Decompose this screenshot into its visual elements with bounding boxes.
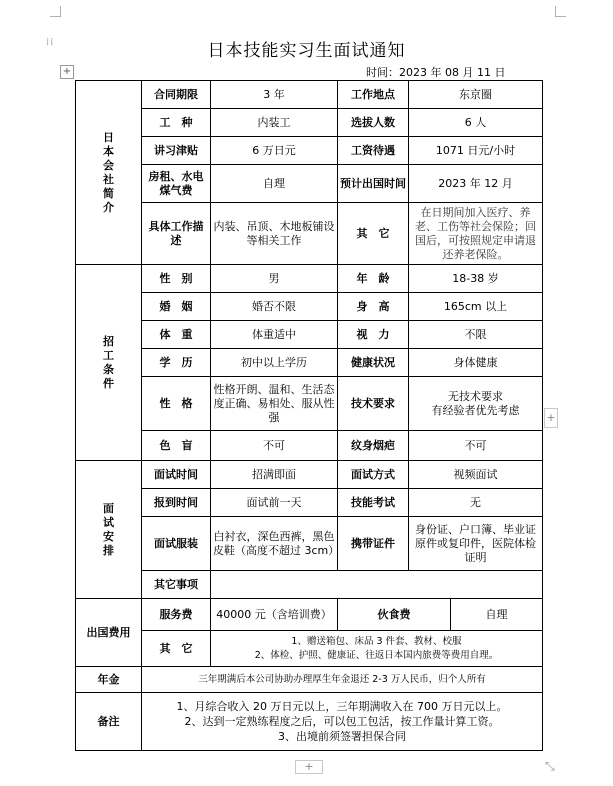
table-row [76, 517, 543, 571]
pension-text: 三年期满后本公司协助办理厚生年金退还 2-3 万人民币，归个人所有 [142, 667, 543, 693]
field-label: 服务费 [142, 599, 211, 631]
table-row [76, 377, 543, 431]
field-value: 体重适中 [211, 321, 338, 349]
notice-date: 时间：2023 年 08 月 11 日 [366, 66, 506, 79]
field-label: 工 种 [142, 109, 211, 137]
section-label-company: 日 本 会 社 简 介 [76, 81, 142, 265]
field-label: 性 格 [142, 377, 211, 431]
field-label: 伙食费 [338, 599, 451, 631]
remarks-text [142, 693, 543, 751]
field-value: 白衬衣，深色西裤，黑色皮鞋（高度不超过 3cm） [211, 517, 338, 571]
field-label: 纹身烟疤 [338, 431, 409, 461]
field-value: 165cm 以上 [409, 293, 543, 321]
add-column-button[interactable]: + [544, 408, 558, 428]
field-label: 色 盲 [142, 431, 211, 461]
remark-line: 2、达到一定熟练程度之后，可以包工包活，按工作量计算工资。 [184, 715, 500, 728]
table-row [76, 137, 543, 165]
field-value: 视频面试 [409, 461, 543, 489]
table-row [76, 81, 543, 109]
field-label: 婚 姻 [142, 293, 211, 321]
field-label: 选拔人数 [338, 109, 409, 137]
tech-requirement-line: 有经验者优先考虑 [431, 403, 520, 417]
crop-mark-top-left [50, 6, 61, 17]
field-label: 技能考试 [338, 489, 409, 517]
field-value: 不限 [409, 321, 543, 349]
section-label-fees: 出国费用 [76, 599, 142, 667]
field-label: 面试服装 [142, 517, 211, 571]
field-value: 无 [409, 489, 543, 517]
table-move-handle-icon[interactable]: + [60, 65, 74, 79]
field-value: 身份证、户口簿、毕业证原件或复印件，医院体检证明 [409, 517, 543, 571]
table-row [76, 461, 543, 489]
fee-note-line: 2、体检、护照、健康证、往返日本国内旅费等费用自理。 [254, 649, 499, 661]
field-label: 其 它 [338, 203, 409, 265]
field-value: 2023 年 12 月 [409, 165, 543, 203]
field-value: 东京圈 [409, 81, 543, 109]
field-value: 1071 日元/小时 [409, 137, 543, 165]
table-row [76, 321, 543, 349]
tech-requirement-line: 无技术要求 [448, 389, 503, 403]
field-value: 在日期间加入医疗、养老、工伤等社会保险；回国后，可按照规定申请退还养老保险。 [409, 203, 543, 265]
table-row [76, 109, 543, 137]
field-label: 面试时间 [142, 461, 211, 489]
field-value: 婚否不限 [211, 293, 338, 321]
field-value: 自理 [211, 165, 338, 203]
field-label: 其它事项 [142, 571, 211, 599]
table-row [76, 631, 543, 667]
field-value: 6 万日元 [211, 137, 338, 165]
field-label: 身 高 [338, 293, 409, 321]
field-label: 视 力 [338, 321, 409, 349]
drag-handle-icon[interactable]: ⁞⁞ [46, 37, 55, 48]
table-row [76, 203, 543, 265]
table-row [76, 349, 543, 377]
field-value: 内装工 [211, 109, 338, 137]
field-label: 性 别 [142, 265, 211, 293]
field-label: 年 龄 [338, 265, 409, 293]
field-value: 40000 元（含培训费） [211, 599, 338, 631]
field-value: 性格开朗、温和、生活态度正确、易相处、服从性强 [211, 377, 338, 431]
table-row [76, 693, 543, 751]
field-label: 健康状况 [338, 349, 409, 377]
add-row-button[interactable]: + [295, 760, 323, 774]
field-value: 自理 [451, 599, 543, 631]
field-value [211, 631, 543, 667]
field-label: 携带证件 [338, 517, 409, 571]
field-value: 6 人 [409, 109, 543, 137]
field-label: 学 历 [142, 349, 211, 377]
field-label: 工资待遇 [338, 137, 409, 165]
table-row [76, 571, 543, 599]
table-row [76, 431, 543, 461]
crop-mark-top-right [555, 6, 566, 17]
document-title: 日本技能实习生面试通知 [207, 41, 406, 61]
table-row [76, 489, 543, 517]
field-label: 讲习津贴 [142, 137, 211, 165]
field-label: 预计出国时间 [338, 165, 409, 203]
field-value: 3 年 [211, 81, 338, 109]
interview-notice-table [75, 80, 543, 751]
section-label-pension: 年金 [76, 667, 142, 693]
remark-line: 1、月综合收入 20 万日元以上，三年期满收入在 700 万日元以上。 [176, 700, 508, 713]
field-label: 其 它 [142, 631, 211, 667]
field-label: 合同期限 [142, 81, 211, 109]
fee-note-line: 1、赠送箱包、床品 3 件套、教材、校服 [291, 635, 462, 647]
table-row [76, 293, 543, 321]
section-label-interview: 面 试 安 排 [76, 461, 142, 599]
field-label: 报到时间 [142, 489, 211, 517]
field-value: 内装、吊顶、木地板铺设等相关工作 [211, 203, 338, 265]
table-row [76, 265, 543, 293]
field-label: 房租、水电煤气费 [142, 165, 211, 203]
field-value [409, 377, 543, 431]
table-row [76, 599, 543, 631]
field-label: 技术要求 [338, 377, 409, 431]
field-value: 招满即面 [211, 461, 338, 489]
table-row [76, 165, 543, 203]
field-value: 不可 [211, 431, 338, 461]
field-value: 身体健康 [409, 349, 543, 377]
field-value: 18-38 岁 [409, 265, 543, 293]
field-label: 工作地点 [338, 81, 409, 109]
field-value: 面试前一天 [211, 489, 338, 517]
table-row [76, 667, 543, 693]
section-label-remarks: 备注 [76, 693, 142, 751]
remark-line: 3、出境前须签署担保合同 [278, 730, 406, 743]
resize-handle-icon[interactable]: ⤡ [545, 759, 555, 773]
field-label: 体 重 [142, 321, 211, 349]
section-label-requirements: 招 工 条 件 [76, 265, 142, 461]
field-value [211, 571, 543, 599]
field-value: 初中以上学历 [211, 349, 338, 377]
field-value: 男 [211, 265, 338, 293]
field-value: 不可 [409, 431, 543, 461]
field-label: 面试方式 [338, 461, 409, 489]
field-label: 具体工作描述 [142, 203, 211, 265]
